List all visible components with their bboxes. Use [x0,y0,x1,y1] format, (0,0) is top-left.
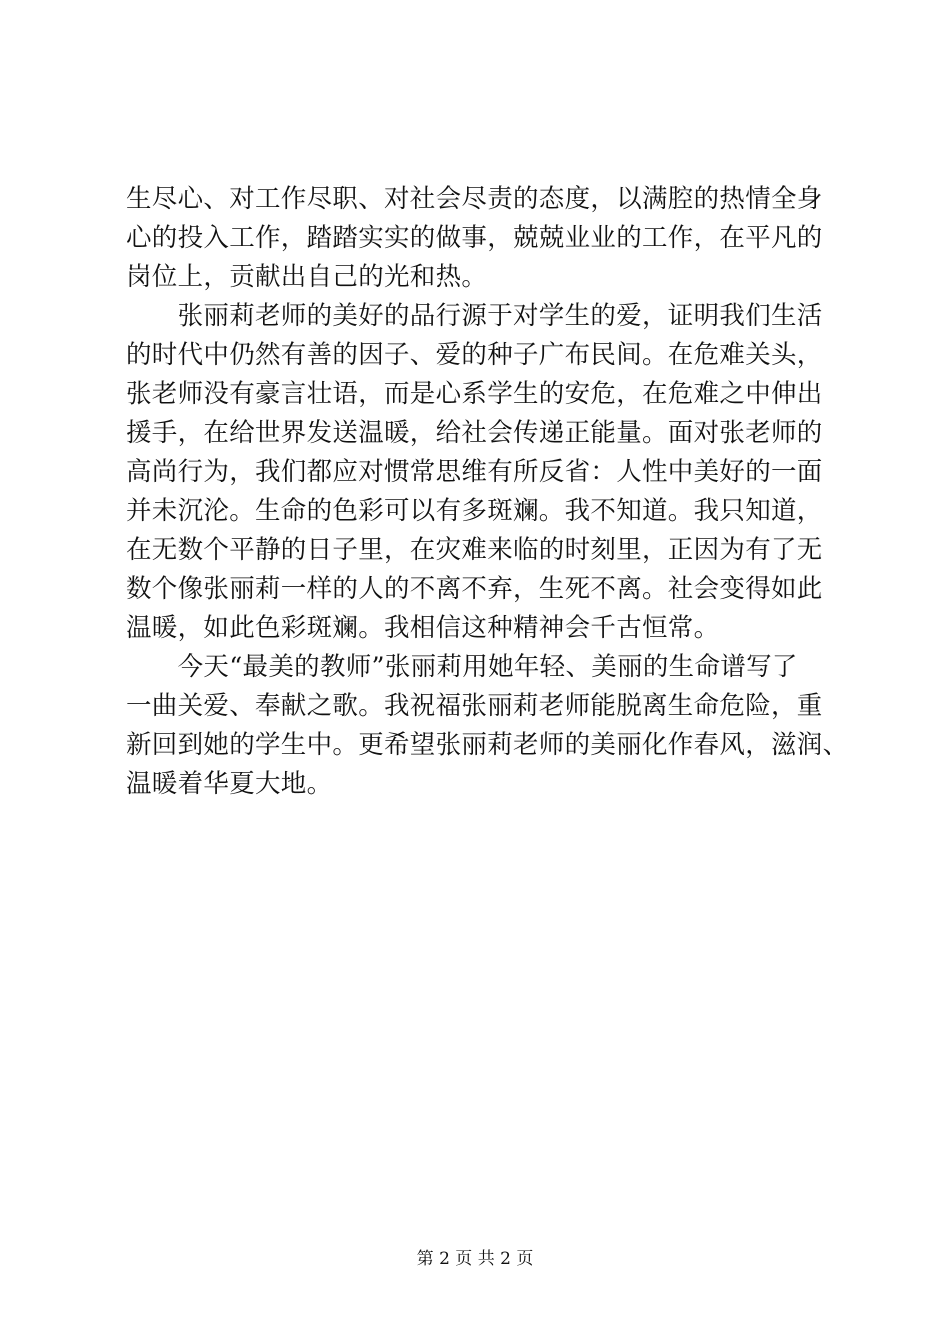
text-line: 一曲关爱、奉献之歌。我祝福张丽莉老师能脱离生命危险，重 [126,691,823,721]
text-line: 的时代中仍然有善的因子、爱的种子广布民间。在危难关头， [126,340,823,370]
text-line: 今天“最美的教师”张丽莉用她年轻、美丽的生命谱写了 [126,652,798,682]
text-line: 温暖着华夏大地。 [126,769,333,799]
text-line: 在无数个平静的日子里，在灾难来临的时刻里，正因为有了无 [126,535,823,565]
document-body [126,180,849,804]
text-line: 岗位上，贡献出自己的光和热。 [126,262,488,292]
text-line: 并未沉沦。生命的色彩可以有多斑斓。我不知道。我只知道， [126,496,823,526]
text-line: 援手，在给世界发送温暖，给社会传递正能量。面对张老师的 [126,418,823,448]
text-line: 生尽心、对工作尽职、对社会尽责的态度，以满腔的热情全身 [126,184,823,214]
text-line: 数个像张丽莉一样的人的不离不弃，生死不离。社会变得如此 [126,574,823,604]
text-line: 高尚行为，我们都应对惯常思维有所反省：人性中美好的一面 [126,457,823,487]
text-line: 张丽莉老师的美好的品行源于对学生的爱，证明我们生活 [126,301,823,331]
text-line: 新回到她的学生中。更希望张丽莉老师的美丽化作春风，滋润、 [126,730,849,760]
page-number-footer: 第 2 页 共 2 页 [416,1249,534,1269]
text-line: 心的投入工作，踏踏实实的做事，兢兢业业的工作，在平凡的 [126,223,823,253]
text-line: 温暖，如此色彩斑斓。我相信这种精神会千古恒常。 [126,613,720,643]
text-line: 张老师没有豪言壮语，而是心系学生的安危，在危难之中伸出 [126,379,823,409]
